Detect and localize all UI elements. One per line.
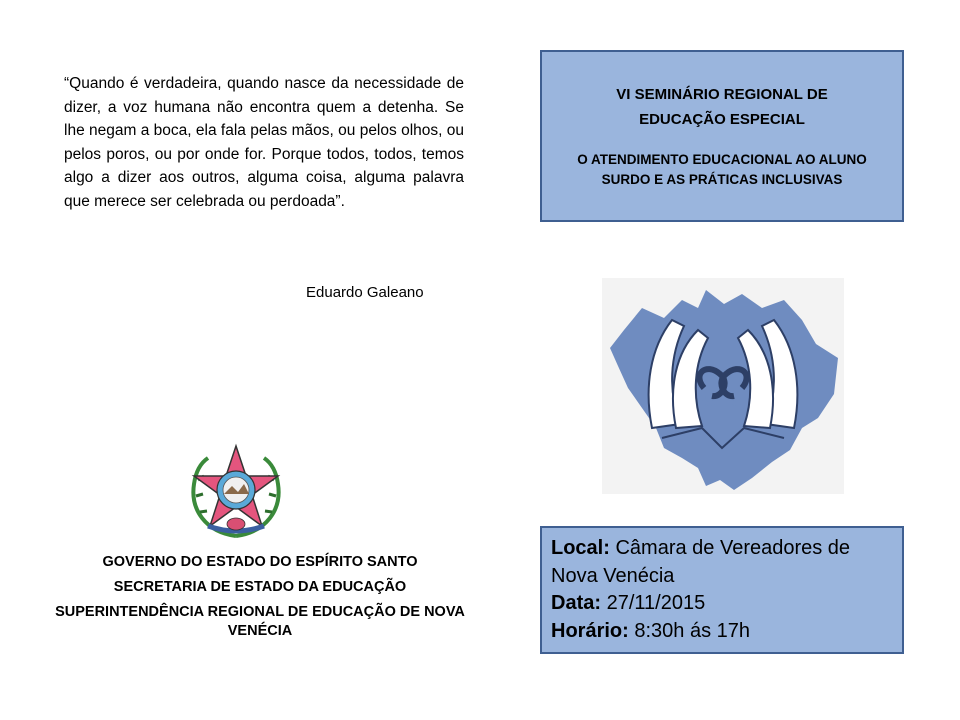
location-label: Local:: [551, 537, 610, 559]
time-label: Horário:: [551, 619, 629, 642]
event-subtitle-line-2: SURDO E AS PRÁTICAS INCLUSIVAS: [601, 172, 843, 187]
date-value: 27/11/2015: [601, 592, 706, 614]
event-date: [551, 590, 902, 618]
secretariat-line: SECRETARIA DE ESTADO DA EDUCAÇÃO: [113, 579, 407, 595]
quote-author: Eduardo Galeano: [306, 284, 424, 301]
event-location: [551, 535, 902, 590]
event-time: [551, 618, 902, 646]
quote-text: “Quando é verdadeira, quando nasce da necessidade de dizer, a voz humana não encontra quem a detenha. Se lhe negam a boca, ela fala pelas mãos, ou pelos olhos, ou pelos poros, ou por onde for. Porque todos, todos, temos algo a dizer aos outros, alguma coisa, alguma palavra que merece ser celebrada ou perdoada”.: [64, 75, 464, 210]
event-subtitle-line-1: O ATENDIMENTO EDUCACIONAL AO ALUNO: [577, 152, 867, 167]
government-line: GOVERNO DO ESTADO DO ESPÍRITO SANTO: [102, 554, 418, 570]
government-block: [40, 553, 480, 647]
time-value: 8:30h ás 17h: [628, 619, 751, 642]
brazil-map-hands-icon: [602, 278, 844, 494]
event-title-box: [540, 50, 904, 222]
location-value: Câmara de Vereadores de Nova Venécia: [551, 537, 851, 587]
superintendence-line: SUPERINTENDÊNCIA REGIONAL DE EDUCAÇÃO DE NOVA VENÉCIA: [55, 604, 465, 639]
date-label: Data:: [551, 592, 602, 614]
event-info-box: [540, 526, 904, 654]
state-coat-of-arms-emblem: [186, 440, 286, 540]
event-title-line-1: VI SEMINÁRIO REGIONAL DE: [616, 86, 828, 103]
event-title-line-2: EDUCAÇÃO ESPECIAL: [639, 111, 805, 128]
